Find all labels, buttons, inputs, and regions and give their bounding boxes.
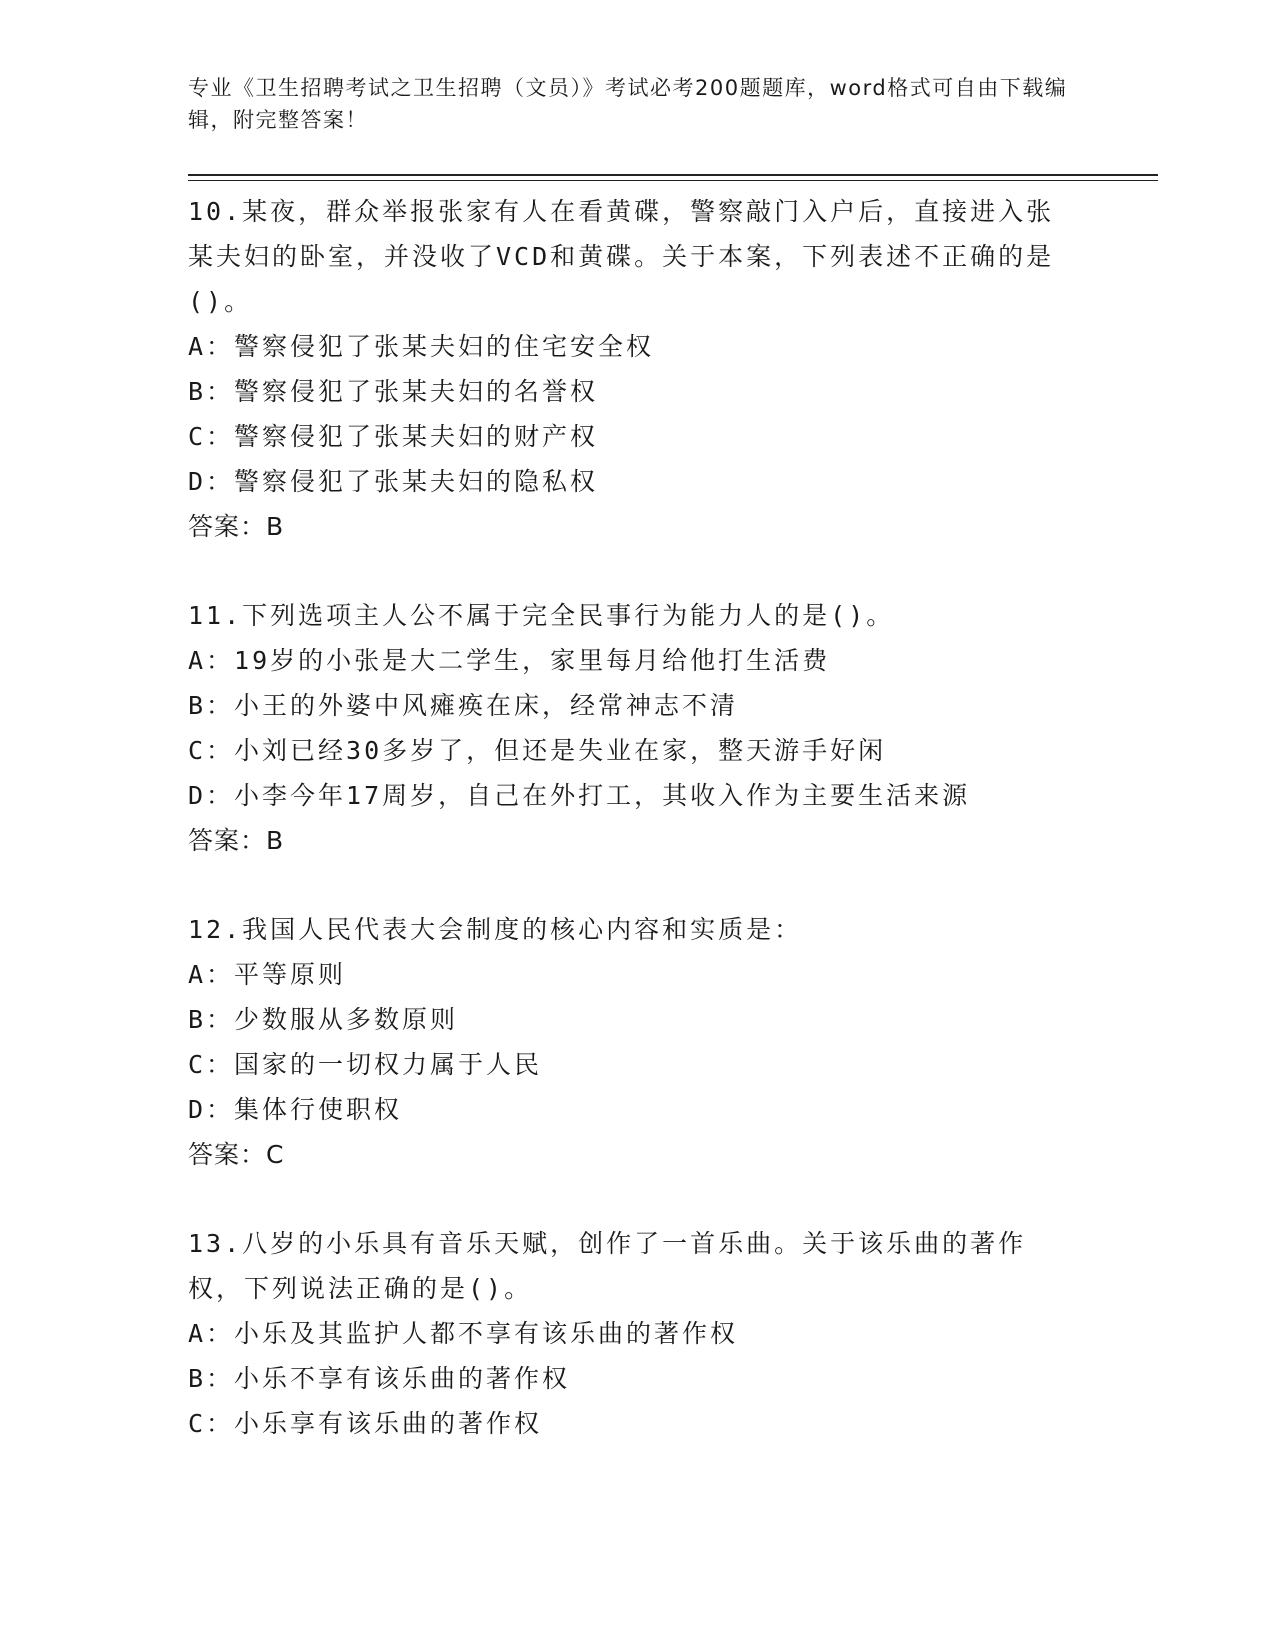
- option-c: C：警察侵犯了张某夫妇的财产权: [188, 422, 599, 451]
- question-stem: 11.下列选项主人公不属于完全民事行为能力人的是()。: [188, 601, 895, 630]
- option-b: B：小王的外婆中风瘫痪在床，经常神志不清: [188, 691, 739, 720]
- answer-line: 答案：C: [188, 1140, 285, 1169]
- option-a: A：小乐及其监护人都不享有该乐曲的著作权: [188, 1319, 739, 1348]
- question-stem: 13.八岁的小乐具有音乐天赋，创作了一首乐曲。关于该乐曲的著作权，下列说法正确的是()。: [188, 1229, 1027, 1303]
- option-b: B：警察侵犯了张某夫妇的名誉权: [188, 377, 599, 406]
- option-a: A：19岁的小张是大二学生，家里每月给他打生活费: [188, 646, 831, 675]
- header-divider: [188, 174, 1158, 181]
- question-item: [188, 1221, 1158, 1446]
- question-list: [188, 189, 1158, 1446]
- question-item: [188, 907, 1158, 1177]
- option-d: D：警察侵犯了张某夫妇的隐私权: [188, 467, 599, 496]
- option-c: C：小刘已经30多岁了，但还是失业在家，整天游手好闲: [188, 736, 887, 765]
- answer-line: 答案：B: [188, 826, 285, 855]
- document-page: [188, 72, 1158, 1490]
- option-a: A：平等原则: [188, 960, 347, 989]
- option-d: D：小李今年17周岁，自己在外打工，其收入作为主要生活来源: [188, 781, 971, 810]
- option-c: C：国家的一切权力属于人民: [188, 1050, 543, 1079]
- option-b: B：小乐不享有该乐曲的著作权: [188, 1364, 571, 1393]
- option-d: D：集体行使职权: [188, 1095, 403, 1124]
- question-item: [188, 189, 1158, 549]
- option-a: A：警察侵犯了张某夫妇的住宅安全权: [188, 332, 655, 361]
- question-stem: 10.某夜，群众举报张家有人在看黄碟，警察敲门入户后，直接进入张某夫妇的卧室，并没收了VCD和黄碟。关于本案，下列表述不正确的是()。: [188, 197, 1055, 316]
- answer-line: 答案：B: [188, 512, 285, 541]
- question-item: [188, 593, 1158, 863]
- question-stem: 12.我国人民代表大会制度的核心内容和实质是：: [188, 915, 803, 944]
- document-header: 专业《卫生招聘考试之卫生招聘（文员）》考试必考200题题库，word格式可自由下载编辑，附完整答案！: [188, 76, 1068, 132]
- option-b: B：少数服从多数原则: [188, 1005, 459, 1034]
- option-c: C：小乐享有该乐曲的著作权: [188, 1409, 543, 1438]
